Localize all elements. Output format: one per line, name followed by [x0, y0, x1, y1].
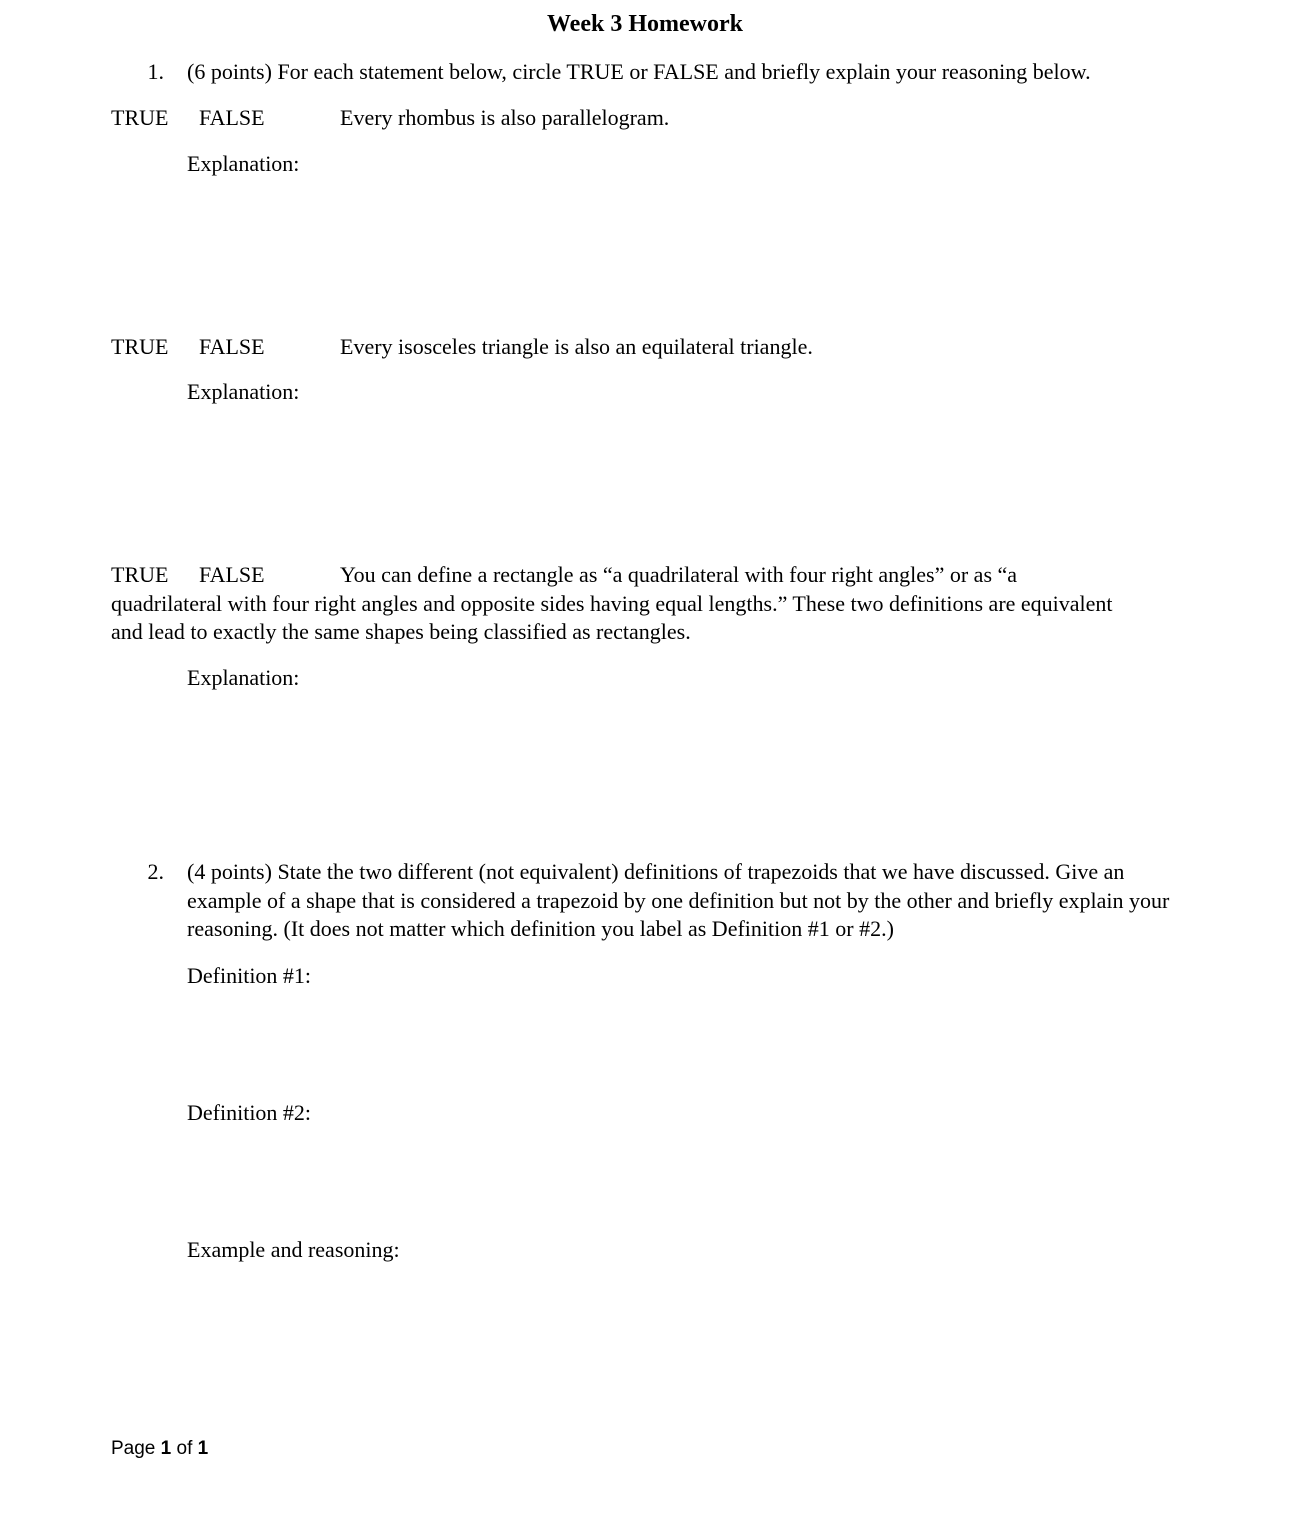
q2-number: 2.	[147, 859, 164, 884]
q1-prompt: (6 points) For each statement below, circle TRUE or FALSE and briefly explain your reasoning below.	[187, 59, 1091, 84]
q1c-explanation-label: Explanation:	[187, 665, 300, 690]
q1c-statement-line2: quadrilateral with four right angles and opposite sides having equal lengths.” These two definitions are equivalent	[111, 591, 1113, 616]
footer-page-current: 1	[160, 1438, 172, 1459]
q1b-statement: Every isosceles triangle is also an equilateral triangle.	[340, 334, 813, 359]
q2-definition2-label: Definition #2:	[187, 1100, 312, 1125]
q1c-true-option[interactable]: TRUE	[111, 562, 169, 587]
q1c-false-option[interactable]: FALSE	[199, 562, 265, 587]
footer-of-word: of	[176, 1438, 193, 1459]
q1c-statement-line3: and lead to exactly the same shapes being classified as rectangles.	[111, 619, 691, 644]
q1-number: 1.	[147, 59, 164, 84]
q2-definition1-label: Definition #1:	[187, 963, 312, 988]
q1b-true-option[interactable]: TRUE	[111, 334, 169, 359]
q1a-true-option[interactable]: TRUE	[111, 105, 169, 130]
q2-prompt: (4 points) State the two different (not equivalent) definitions of trapezoids that we have discussed. Give an example of a shape that is considered a trapezoid by one definition but not by the other and briefly explain your reasoning. (It does not matter which definition you label as Definition #1 or #2.)	[187, 859, 1170, 941]
q2-example-label: Example and reasoning:	[187, 1237, 400, 1262]
q1b-explanation-label: Explanation:	[187, 379, 300, 404]
q1c-statement-line1: You can define a rectangle as “a quadrilateral with four right angles” or as “a	[340, 562, 1018, 587]
q1a-statement: Every rhombus is also parallelogram.	[340, 105, 670, 130]
page-title: Week 3 Homework	[547, 11, 743, 37]
q1b-false-option[interactable]: FALSE	[199, 334, 265, 359]
page-footer	[111, 1435, 208, 1463]
q1a-explanation-label: Explanation:	[187, 151, 300, 176]
footer-page-word: Page	[111, 1438, 156, 1459]
q1a-false-option[interactable]: FALSE	[199, 105, 265, 130]
footer-page-total: 1	[197, 1438, 209, 1459]
